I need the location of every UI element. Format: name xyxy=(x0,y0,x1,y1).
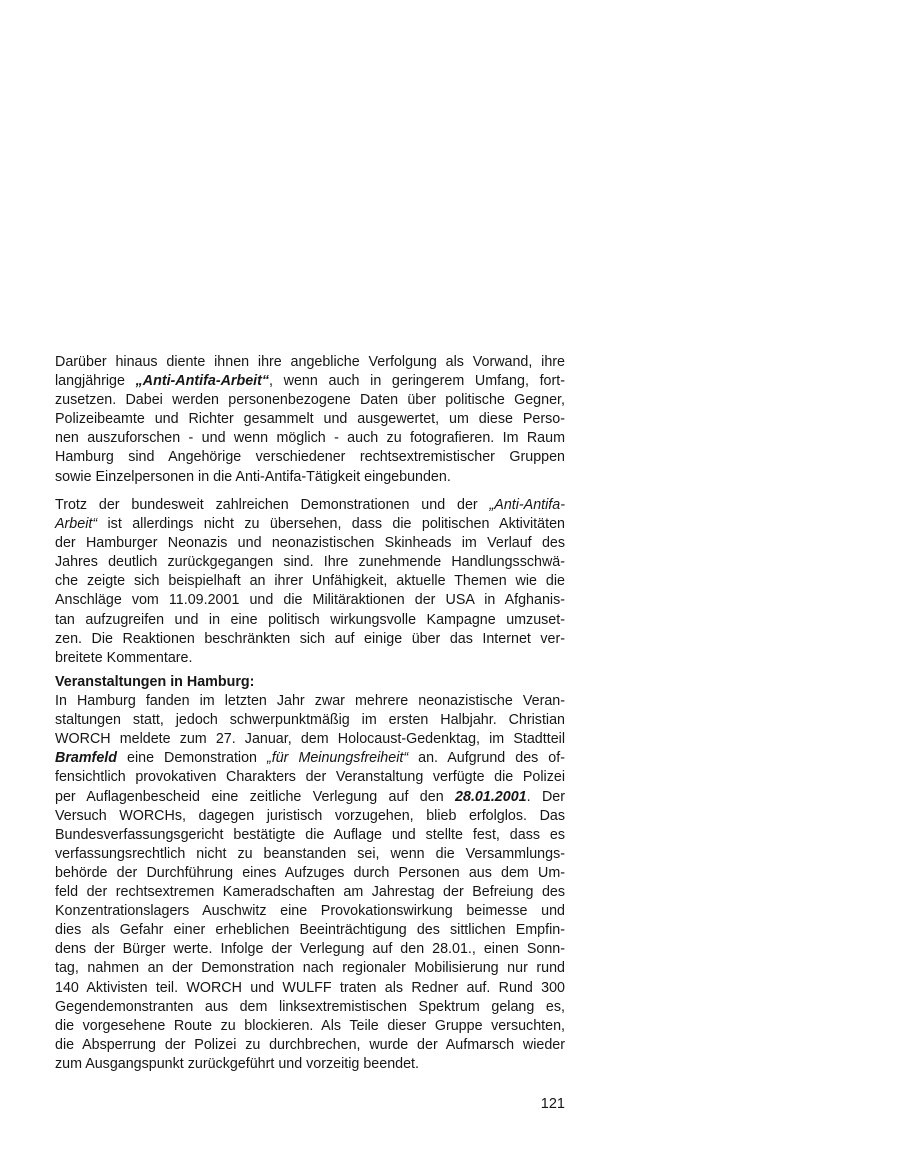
emphasized-text: 28.01.2001 xyxy=(455,788,527,805)
text-line xyxy=(55,998,565,1017)
text-line xyxy=(55,768,565,787)
text-line xyxy=(55,649,565,668)
text-run: che zeigte sich beispielhaft an ihrer Unfähigkeit, aktuelle Themen wie die xyxy=(55,573,565,590)
text-line xyxy=(55,353,565,372)
text-run: Gegendemonstranten aus dem linksextremistischen Spektrum gelang es, xyxy=(55,998,565,1015)
text-line xyxy=(55,921,565,940)
text-run: dens der Bürger werte. Infolge der Verlegung auf den 28.01., einen Sonn- xyxy=(55,941,565,958)
emphasized-text: „Anti-Antifa- xyxy=(489,497,565,513)
text-run: die vorgesehene Route zu blockieren. Als Teile dieser Gruppe versuchten, xyxy=(55,1017,565,1034)
text-line xyxy=(55,1017,565,1036)
text-run: feld der rechtsextremen Kameradschaften am Jahrestag der Befreiung des xyxy=(55,884,565,901)
text-line xyxy=(55,826,565,845)
text-run: verfassungsrechtlich nicht zu beanstanden sei, wenn die Versammlungs- xyxy=(55,845,565,862)
text-line xyxy=(55,448,565,467)
text-run: , wenn auch in geringerem Umfang, fort- xyxy=(269,373,565,390)
text-run: die Absperrung der Polizei zu durchbrechen, wurde der Aufmarsch wieder xyxy=(55,1036,565,1053)
emphasized-text: „Anti-Antifa-Arbeit“ xyxy=(135,373,270,390)
text-run: 140 Aktivisten teil. WORCH und WULFF traten als Redner auf. Rund 300 xyxy=(55,979,565,996)
text-run: fensichtlich provokativen Charakters der Veranstaltung verfügte die Polizei xyxy=(55,769,565,786)
text-line xyxy=(55,1055,565,1074)
text-run: tan aufzugreifen und in eine politisch wirkungsvolle Kampagne umzuset- xyxy=(55,611,565,628)
text-line xyxy=(55,591,565,610)
page-number: 121 xyxy=(540,1096,565,1112)
text-line xyxy=(55,468,565,487)
section-events-hamburg xyxy=(55,673,565,1074)
paragraph-anti-antifa xyxy=(55,353,565,487)
text-run: Polizeibeamte und Richter gesammelt und ausgewertet, um diese Perso- xyxy=(55,411,565,428)
text-run: per Auflagenbescheid eine zeitliche Verlegung auf den xyxy=(55,788,456,805)
text-line xyxy=(55,711,565,730)
text-line xyxy=(55,572,565,591)
text-run: zen. Die Reaktionen beschränkten sich auf einige über das Internet ver- xyxy=(55,630,565,647)
emphasized-text: „für Meinungsfreiheit“ xyxy=(267,750,409,767)
paragraph-decline-activities xyxy=(55,496,565,668)
text-run: Trotz der bundesweit zahlreichen Demonstrationen und der xyxy=(55,497,490,513)
text-line xyxy=(55,940,565,959)
text-line xyxy=(55,864,565,883)
text-line xyxy=(55,410,565,429)
text-line xyxy=(55,692,565,711)
text-line xyxy=(55,1036,565,1055)
text-line xyxy=(55,553,565,572)
text-line xyxy=(55,749,565,768)
emphasized-text: Arbeit“ xyxy=(55,516,98,533)
text-run: zusetzen. Dabei werden personenbezogene Daten über politische Gegner, xyxy=(55,392,565,409)
text-run: Jahres deutlich zurückgegangen sind. Ihre zunehmende Handlungsschwä- xyxy=(55,554,565,571)
text-run: Versuch WORCHs, dagegen juristisch vorzugehen, blieb erfolglos. Das xyxy=(55,807,565,824)
text-run: tag, nahmen an der Demonstration nach regionaler Mobilisierung nur rund xyxy=(55,960,565,977)
text-run: langjährige xyxy=(55,373,136,390)
text-run: nen auszuforschen - und wenn möglich - auch zu fotografieren. Im Raum xyxy=(55,430,565,447)
text-run: Bundesverfassungsgericht bestätigte die Auflage und stellte fest, dass es xyxy=(55,826,565,843)
text-run: an. Aufgrund des of- xyxy=(408,750,565,767)
text-run: eine Demonstration xyxy=(116,750,267,767)
text-line xyxy=(55,391,565,410)
text-line xyxy=(55,611,565,630)
text-line xyxy=(55,429,565,448)
text-line xyxy=(55,630,565,649)
text-line xyxy=(55,959,565,978)
text-line xyxy=(55,807,565,826)
text-run: Darüber hinaus diente ihnen ihre angebliche Verfolgung als Vorwand, ihre xyxy=(55,354,565,370)
text-line xyxy=(55,883,565,902)
emphasized-text: Bramfeld xyxy=(55,750,117,767)
text-run: breitete Kommentare. xyxy=(55,649,193,666)
text-run: sowie Einzelpersonen in die Anti-Antifa-Tätigkeit eingebunden. xyxy=(55,468,451,485)
text-run: dies als Gefahr einer erheblichen Beeinträchtigung des sittlichen Empfin- xyxy=(55,922,565,939)
text-line xyxy=(55,730,565,749)
text-line xyxy=(55,372,565,391)
text-line xyxy=(55,515,565,534)
text-run: behörde der Durchführung eines Aufzuges durch Personen aus dem Um- xyxy=(55,864,565,881)
text-line xyxy=(55,788,565,807)
text-run: der Hamburger Neonazis und neonazistischen Skinheads im Verlauf des xyxy=(55,535,565,552)
section-heading: Veranstaltungen in Hamburg: xyxy=(55,674,255,690)
text-run: . Der xyxy=(526,788,566,805)
text-line xyxy=(55,979,565,998)
text-line xyxy=(55,902,565,921)
text-run: WORCH meldete zum 27. Januar, dem Holocaust-Gedenktag, im Stadtteil xyxy=(55,731,565,748)
text-run: ist allerdings nicht zu übersehen, dass die politischen Aktivitäten xyxy=(97,516,565,533)
text-line xyxy=(55,534,565,553)
text-run: In Hamburg fanden im letzten Jahr zwar mehrere neonazistische Veran- xyxy=(55,693,565,710)
text-run: Konzentrationslagers Auschwitz eine Provokationswirkung beimesse und xyxy=(55,903,565,920)
text-run: zum Ausgangspunkt zurückgeführt und vorzeitig beendet. xyxy=(55,1055,420,1072)
text-line xyxy=(55,496,565,515)
text-run: staltungen statt, jedoch schwerpunktmäßig im ersten Halbjahr. Christian xyxy=(55,712,565,729)
section-body xyxy=(55,692,565,1074)
text-line xyxy=(55,845,565,864)
text-run: Hamburg sind Angehörige verschiedener rechtsextremistischer Gruppen xyxy=(55,449,565,466)
text-run: Anschläge vom 11.09.2001 und die Militäraktionen der USA in Afghanis- xyxy=(55,592,565,609)
